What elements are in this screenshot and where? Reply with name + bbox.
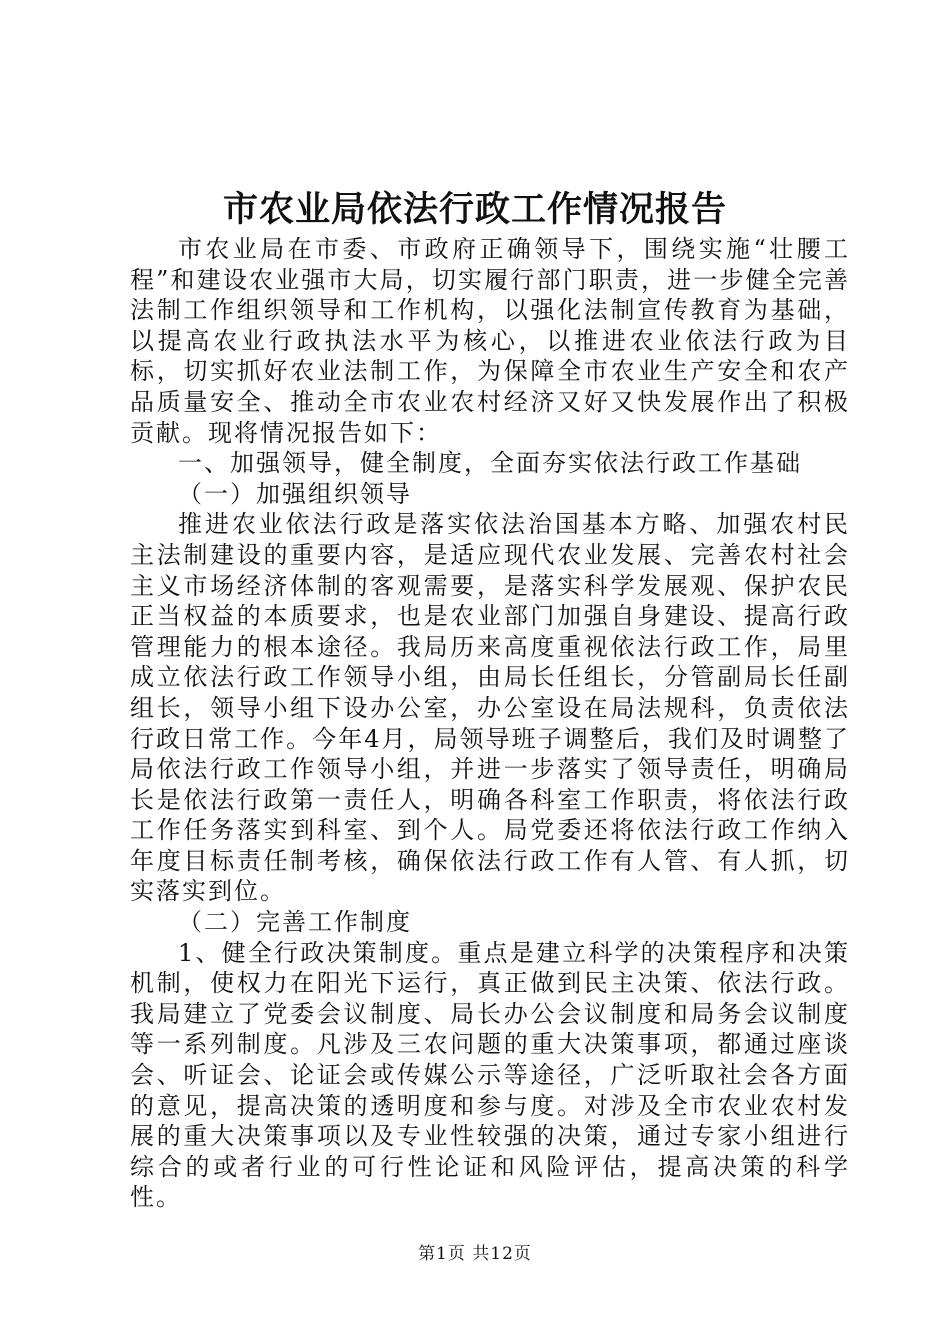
document-title: 市农业局依法行政工作情况报告 [222,189,727,230]
paragraph-organization: 推进农业依法行政是落实依法治国基本方略、加强农村民主法制建设的重要内容，是适应现代农业发展、完善农村社会主义市场经济体制的客观需要，是落实科学发展观、保护农民正当权益的本质要求，也是农业部门加强自身建设、提高行政管理能力的根本途径。我局历来高度重视依法行政工作，局里成立依法行政工作领导小组，由局长任组长，分管副局长任副组长，领导小组下设办公室，办公室设在局法规科，负责依法行政日常工作。今年4月，局领导班子调整后，我们及时调整了局依法行政工作领导小组，并进一步落实了领导责任，明确局长是依法行政第一责任人，明确各科室工作职责，将依法行政工作任务落实到科室、到个人。局党委还将依法行政工作纳入年度目标责任制考核，确保依法行政工作有人管、有人抓，切实落实到位。 [130,510,850,906]
subsection-heading-1: （一）加强组织领导 [178,479,412,508]
subsection-heading-2: （二）完善工作制度 [178,908,412,937]
section-heading-1: 一、加强领导，健全制度，全面夯实依法行政工作基础 [178,449,802,478]
paragraph-decision-system: 1、健全行政决策制度。重点是建立科学的决策程序和决策机制，使权力在阳光下运行，真正做到民主决策、依法行政。我局建立了党委会议制度、局长办公会议制度和局务会议制度等一系列制度。凡涉及三农问题的重大决策事项，都通过座谈会、听证会、论证会或传媒公示等途径，广泛听取社会各方面的意见，提高决策的透明度和参与度。对涉及全市农业农村发展的重大决策事项以及专业性较强的决策，通过专家小组进行综合的或者行业的可行性论证和风险评估，提高决策的科学性。 [130,938,850,1212]
document-body [130,234,850,1213]
page-number: 第1页 共12页 [418,1244,532,1264]
paragraph-intro: 市农业局在市委、市政府正确领导下，围绕实施“壮腰工程”和建设农业强市大局，切实履行部门职责，进一步健全完善法制工作组织领导和工作机构，以强化法制宣传教育为基础，以提高农业行政执法水平为核心，以推进农业依法行政为目标，切实抓好农业法制工作，为保障全市农业生产安全和农产品质量安全、推动全市农业农村经济又好又快发展作出了积极贡献。现将情况报告如下： [130,235,850,447]
